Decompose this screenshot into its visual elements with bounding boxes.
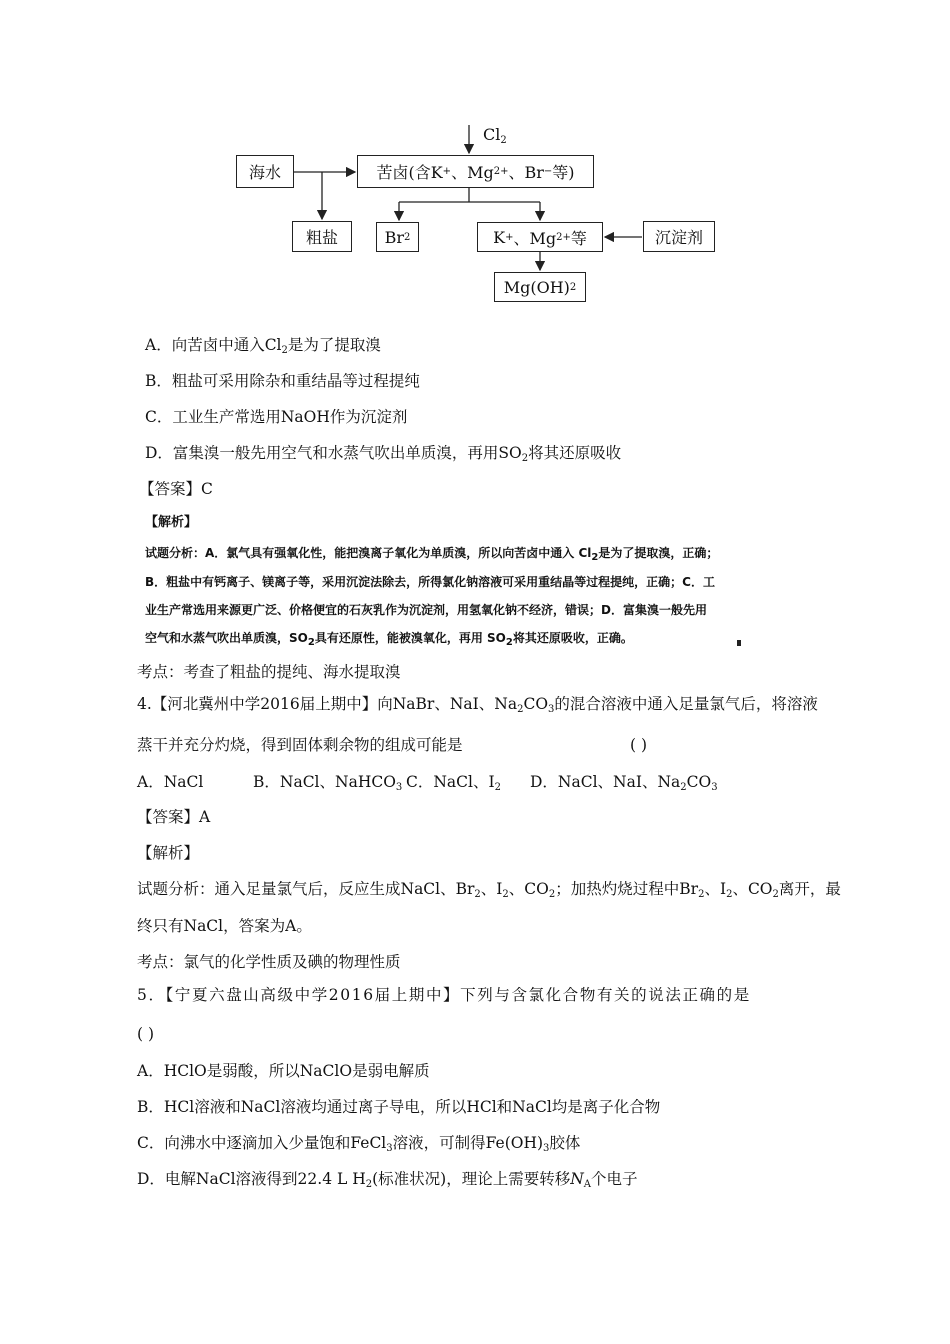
- q4-analysis-line1: 试题分析：通入足量氯气后，反应生成NaCl、$Br_2$、$I_2$、$CO_2$；加热灼烧过程中$Br_2$、$I_2$、$CO_2$离开，最: [137, 880, 841, 900]
- q3-analysis-line2: B．粗盐中有钙离子、镁离子等，采用沉淀法除去，所得氯化钠溶液可采用重结晶等过程提纯，正确；C．工: [145, 575, 715, 589]
- q3-analysis-line3: 业生产常选用来源更广泛、价格便宜的石灰乳作为沉淀剂，用氢氧化钠不经济，错误；D．富集溴一般先用: [145, 603, 707, 617]
- q4-exam-point: 考点：氯气的化学性质及碘的物理性质: [137, 953, 401, 971]
- mgoh2-box: Mg(OH) 2: [494, 272, 586, 302]
- ions-box: K + 、Mg 2+ 等: [477, 222, 603, 252]
- edit-mark: [737, 640, 741, 646]
- q4-analysis-title: 【解析】: [137, 844, 200, 862]
- q3-option-c: C．工业生产常选用NaOH作为沉淀剂: [145, 408, 408, 426]
- q4-option-b: B．NaCl、NaHCO$_3$: [253, 773, 403, 793]
- q5-option-b: B．HCl溶液和NaCl溶液均通过离子导电，所以HCl和NaCl均是离子化合物: [137, 1098, 661, 1116]
- bromine-box: Br 2: [376, 222, 419, 252]
- q5-option-c: C．向沸水中逐滴加入少量饱和FeCl$_3$溶液，可制得$Fe(OH)_3$胶体: [137, 1134, 581, 1154]
- q3-option-d: D．富集溴一般先用空气和水蒸气吹出单质溴，再用$SO_2$将其还原吸收: [145, 444, 622, 464]
- crude-salt-box: 粗盐: [292, 221, 352, 252]
- q3-exam-point: 考点：考查了粗盐的提纯、海水提取溴: [137, 663, 401, 681]
- q4-answer: 【答案】A: [137, 808, 211, 826]
- q4-answer-paren: ( ): [630, 736, 648, 754]
- q4-option-c: C．NaCl、$I_2$: [406, 773, 501, 793]
- q4-stem-line1: 4.【河北冀州中学2016届上期中】向NaBr、NaI、$Na_2CO_3$的混合溶液中通入足量氯气后，将溶液: [137, 695, 818, 715]
- q5-answer-paren: ( ): [137, 1025, 155, 1043]
- q4-stem-line2: 蒸干并充分灼烧，得到固体剩余物的组成可能是: [137, 736, 463, 754]
- q3-analysis-title: 【解析】: [145, 515, 198, 530]
- q3-analysis-line1: 试题分析：A．氯气具有强氧化性，能把溴离子氧化为单质溴，所以向苦卤中通入 $Cl_2$是为了提取溴，正确；: [145, 546, 719, 563]
- seawater-box: 海水: [236, 155, 294, 188]
- q5-option-a: A．HClO是弱酸，所以NaClO是弱电解质: [137, 1062, 430, 1080]
- bittern-box: 苦卤(含K + 、Mg 2+ 、Br − 等): [357, 155, 594, 188]
- q4-option-a: A．NaCl: [137, 773, 204, 791]
- q5-option-d: D．电解NaCl溶液得到22.4 L $H_2$(标准状况)，理论上需要转移$N_A$个电子: [137, 1170, 638, 1190]
- q3-answer: 【答案】C: [139, 480, 213, 498]
- chlorine-label: $Cl_2$: [483, 125, 507, 146]
- q4-analysis-line2: 终只有NaCl，答案为A。: [137, 917, 312, 935]
- q4-option-d: D．NaCl、NaI、$Na_2CO_3$: [530, 773, 718, 793]
- q3-option-b: B．粗盐可采用除杂和重结晶等过程提纯: [145, 372, 420, 390]
- q3-option-a: A．向苦卤中通入$Cl_2$是为了提取溴: [145, 336, 381, 356]
- q5-stem: 5．【宁夏六盘山高级中学2016届上期中】下列与含氯化合物有关的说法正确的是: [137, 986, 751, 1004]
- q3-analysis-line4: 空气和水蒸气吹出单质溴，$SO_2$具有还原性，能被溴氧化，再用 $SO_2$将其还原吸收，正确。: [145, 631, 633, 648]
- precipitant-box: 沉淀剂: [643, 221, 715, 252]
